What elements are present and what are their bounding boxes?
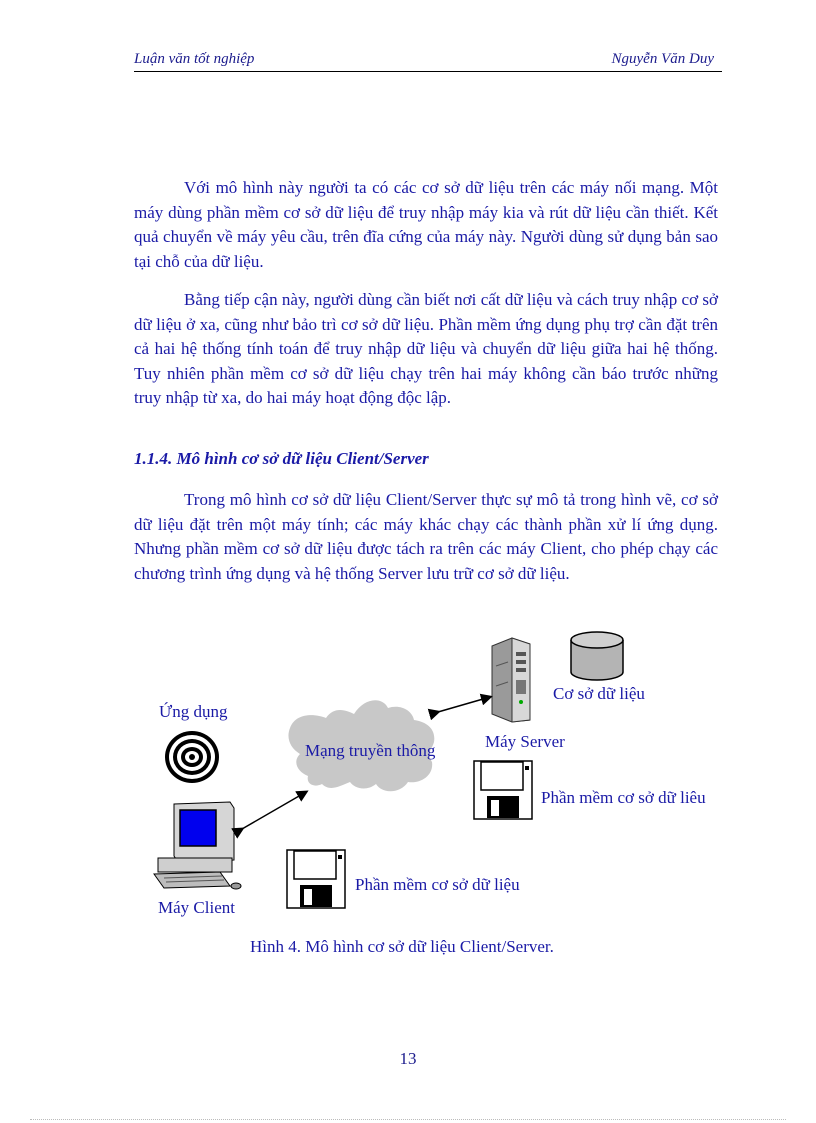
- client-network-arrow: [242, 792, 306, 829]
- page-number: 13: [399, 1049, 417, 1068]
- client-software-label: Phần mềm cơ sở dữ liệu: [355, 875, 520, 894]
- application-label: Ứng dụng: [159, 702, 228, 721]
- server-network-arrow: [438, 697, 490, 712]
- section-heading: 1.1.4. Mô hình cơ sở dữ liệu Client/Server: [134, 449, 429, 468]
- server-label: Máy Server: [485, 732, 565, 751]
- page-bottom-border: [30, 1119, 786, 1120]
- network-label: Mạng truyền thông: [305, 741, 436, 760]
- header-right: Nguyễn Văn Duy: [611, 51, 714, 67]
- client-label: Máy Client: [158, 898, 235, 917]
- header-left: Luận văn tốt nghiệp: [134, 51, 255, 67]
- paragraph-2: Bằng tiếp cận này, người dùng cần biết nơi cất dữ liệu và cách truy nhập cơ sở dữ liệu ở xa, cũng như bảo trì cơ sở dữ liệu. Phần mềm ứng dụng phụ trợ cần đặt trên cả hai hệ thống tính toán để truy nhập dữ liệu và chuyển dữ liệu giữa hai hệ thống. Tuy nhiên phần mềm cơ sở dữ liệu chạy trên hai máy không cần báo trước những truy nhập từ xa, do hai máy hoạt động độc lập.: [134, 290, 718, 407]
- database-label: Cơ sở dữ liệu: [553, 684, 645, 703]
- server-software-label: Phần mềm cơ sở dữ liêu: [541, 788, 706, 807]
- paragraph-1: Với mô hình này người ta có các cơ sở dữ liệu trên các máy nối mạng. Một máy dùng phần mềm cơ sở dữ liệu để truy nhập máy kia và rút dữ liệu cần thiết. Kết quả chuyển về máy yêu cầu, trên đĩa cứng của máy này. Người dùng sử dụng bản sao tại chỗ của dữ liệu.: [134, 178, 718, 271]
- figure-caption: Hình 4. Mô hình cơ sở dữ liệu Client/Server.: [250, 937, 554, 956]
- paragraph-3: Trong mô hình cơ sở dữ liệu Client/Server thực sự mô tả trong hình vẽ, cơ sở dữ liệu đặt trên một máy tính; các máy khác chạy các thành phần xử lí ứng dụng. Nhưng phần mềm cơ sở dữ liệu được tách ra trên các máy Client, cho phép chạy các chương trình ứng dụng và hệ thống Server lưu trữ cơ sở dữ liệu.: [134, 490, 718, 583]
